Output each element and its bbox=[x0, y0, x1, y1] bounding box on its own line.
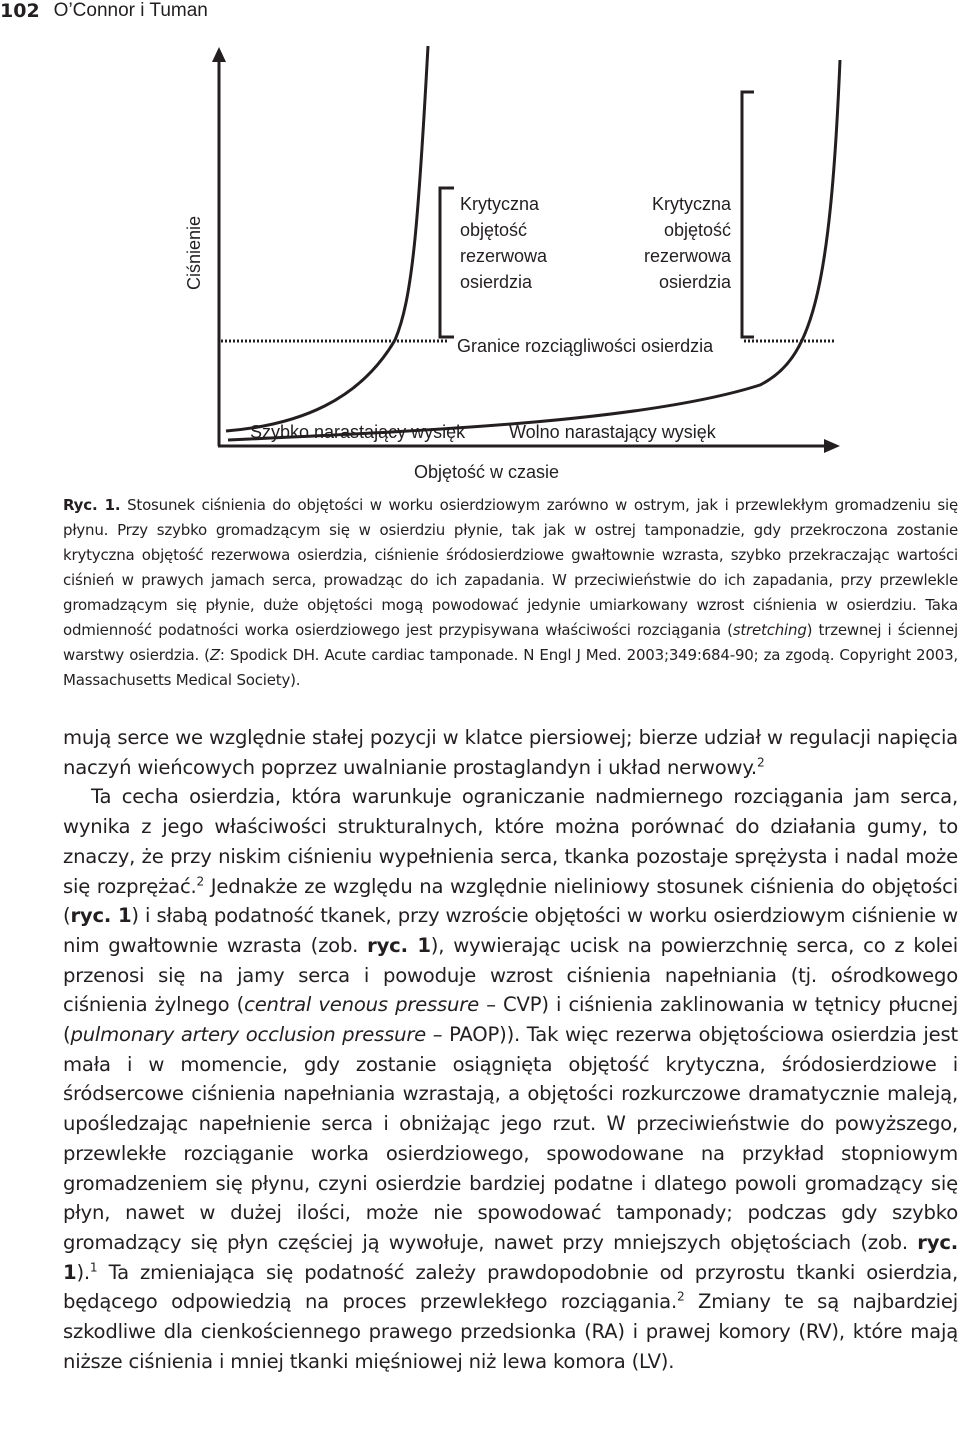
body-text bbox=[63, 723, 958, 1376]
figure-reference: ryc. 1 bbox=[63, 1230, 958, 1284]
paragraph bbox=[63, 782, 958, 1376]
paragraph-text: ). bbox=[76, 1260, 90, 1284]
y-axis-arrow-icon bbox=[212, 47, 226, 62]
left-reserve-label-line: rezerwowa bbox=[460, 246, 548, 266]
right-reserve-label-line: Krytyczna bbox=[651, 194, 731, 214]
right-reserve-bracket bbox=[742, 92, 754, 337]
page-number: 102 bbox=[0, 0, 40, 22]
x-axis-arrow-icon bbox=[824, 439, 840, 453]
reference-marker: 1 bbox=[89, 1260, 98, 1275]
paragraph-text: Ta zmieniająca się podatność zależy prawdopodobnie od przyrostu tkanki osierdzia, będącego odpowiedzią na proces przewlekłego rozciągania. bbox=[63, 1260, 958, 1314]
caption-text-after: ) trzewnej i ściennej warstwy osierdzia. ( bbox=[63, 621, 958, 664]
reference-marker: 2 bbox=[196, 873, 205, 888]
paragraph-text: – PAOP)). Tak więc rezerwa objętościowa osierdzia jest mała i w momencie, gdy zostanie osiągnięta objętość krytyczna, śródosierdziowe i śródsercowe ciśnienia napełniania wzrastają, a objętości rozkurczowe dramatycznie maleją, upośledzając napełnienie serca i obniżając jego rzut. W przeciwieństwie do powyższego, przewlekłe rozciąganie worka osierdziowego, spowodowane na przykład stopniowym gromadzeniem się płynu, czyni osierdzie bardziej podatne i dlatego powoli gromadzący się płyn, nawet w dużej ilości, może nie spowodować tamponady; podczas gdy szybko gromadzący się płyn częściej ją wywołuje, nawet przy mniejszych objętościach (zob. bbox=[63, 1023, 958, 1254]
right-reserve-label bbox=[630, 191, 731, 295]
caption-italic-term: stretching bbox=[732, 621, 807, 639]
right-reserve-label-line: osierdzia bbox=[658, 272, 731, 292]
reference-marker: 2 bbox=[756, 755, 765, 770]
figure-reference: ryc. 1 bbox=[367, 933, 431, 957]
right-reserve-label-line: objętość bbox=[663, 220, 731, 240]
italic-term: pulmonary artery occlusion pressure bbox=[70, 1023, 427, 1047]
italic-term: central venous pressure bbox=[244, 993, 479, 1017]
caption-text: Stosunek ciśnienia do objętości w worku osierdziowym zarówno w ostrym, jak i przewlekłym gromadzeniu się płynu. Przy szybko gromadzącym się w osierdziu płynie, tak jak w ostrej tamponadzie, gdy przekroczona zostanie krytyczna objętość rezerwowa osierdzia, ciśnienie śródosierdziowe gwałtownie wzrasta, szybko przekraczając wartości ciśnień w prawych jamach serca, prowadząc do ich zapadania. W przeciwieństwie do ich zapadania, przy przewlekle gromadzącym się płynie, duże objętości mogą powodować jedynie umiarkowany wzrost ciśnienia w osierdziu. Taka odmienność podatności worka osierdziowego jest przypisywana właściwości rozciągania ( bbox=[63, 496, 958, 639]
paragraph-text: mują serce we względnie stałej pozycji w klatce piersiowej; bierze udział w regulacji napięcia naczyń wieńcowych poprzez uwalnianie prostaglandyn i układ nerwowy. bbox=[63, 726, 958, 779]
rapid-effusion-label: Szybko narastający wysięk bbox=[250, 422, 466, 442]
figure-caption bbox=[63, 493, 958, 693]
caption-source: : Spodick DH. Acute cardiac tamponade. N Engl J Med. 2003;349:684-90; za zgodą. Copyright 2003, Massachusetts Medical Society). bbox=[63, 646, 958, 689]
right-reserve-label-line: rezerwowa bbox=[643, 246, 731, 266]
slow-effusion-label: Wolno narastający wysięk bbox=[509, 422, 716, 442]
paragraph-text: Jednakże ze względu na względnie nieliniowy stosunek ciśnienia do objętości ( bbox=[63, 874, 958, 928]
threshold-label: Granice rozciągliwości osierdzia bbox=[457, 336, 714, 356]
paragraph-text: Ta cecha osierdzia, która warunkuje ograniczanie nadmiernego rozciągania jam serca, wynika z jego właściwości strukturalnych, które można porównać do działania gumy, to znaczy, że przy niskim ciśnieniu wypełnienia serca, tkanka pozostaje sprężysta i nadal może się rozprężać. bbox=[63, 785, 958, 898]
left-reserve-label-line: Krytyczna bbox=[460, 194, 540, 214]
caption-label: Ryc. 1. bbox=[63, 496, 121, 514]
paragraph-text: ), wywierając ucisk na powierzchnię serca, co z kolei przenosi się na jamy serca i powoduje wzrost ciśnienia napełniania (tj. ośrodkowego ciśnienia żylnego ( bbox=[63, 933, 959, 1017]
x-axis-label: Objętość w czasie bbox=[414, 462, 560, 482]
left-reserve-label-line: objętość bbox=[460, 220, 528, 240]
rapid-effusion-curve bbox=[226, 46, 428, 431]
left-reserve-label bbox=[460, 191, 547, 295]
caption-source-label: Z bbox=[209, 646, 220, 664]
paragraph bbox=[63, 723, 958, 782]
left-reserve-label-line: osierdzia bbox=[460, 272, 533, 292]
paragraph-text: – CVP) i ciśnienia zaklinowania w tętnicy płucnej ( bbox=[63, 993, 958, 1047]
paragraph-text: Zmiany te są najbardziej szkodliwe dla cienkościennego prawego przedsionka (RA) i prawej komory (RV), które mają niższe ciśnienia i mniej tkanki mięśniowej niż lewa komora (LV). bbox=[63, 1290, 958, 1373]
reference-marker: 2 bbox=[677, 1289, 685, 1304]
figure-reference: ryc. 1 bbox=[70, 904, 132, 928]
y-axis-label: Ciśnienie bbox=[184, 215, 204, 290]
running-title: O’Connor i Tuman bbox=[53, 0, 208, 21]
paragraph-text: ) i słabą podatność tkanek, przy wzroście objętości w worku osierdziowym ciśnienie w nim gwałtownie wzrasta (zob. bbox=[63, 904, 958, 957]
left-reserve-bracket bbox=[440, 188, 454, 337]
